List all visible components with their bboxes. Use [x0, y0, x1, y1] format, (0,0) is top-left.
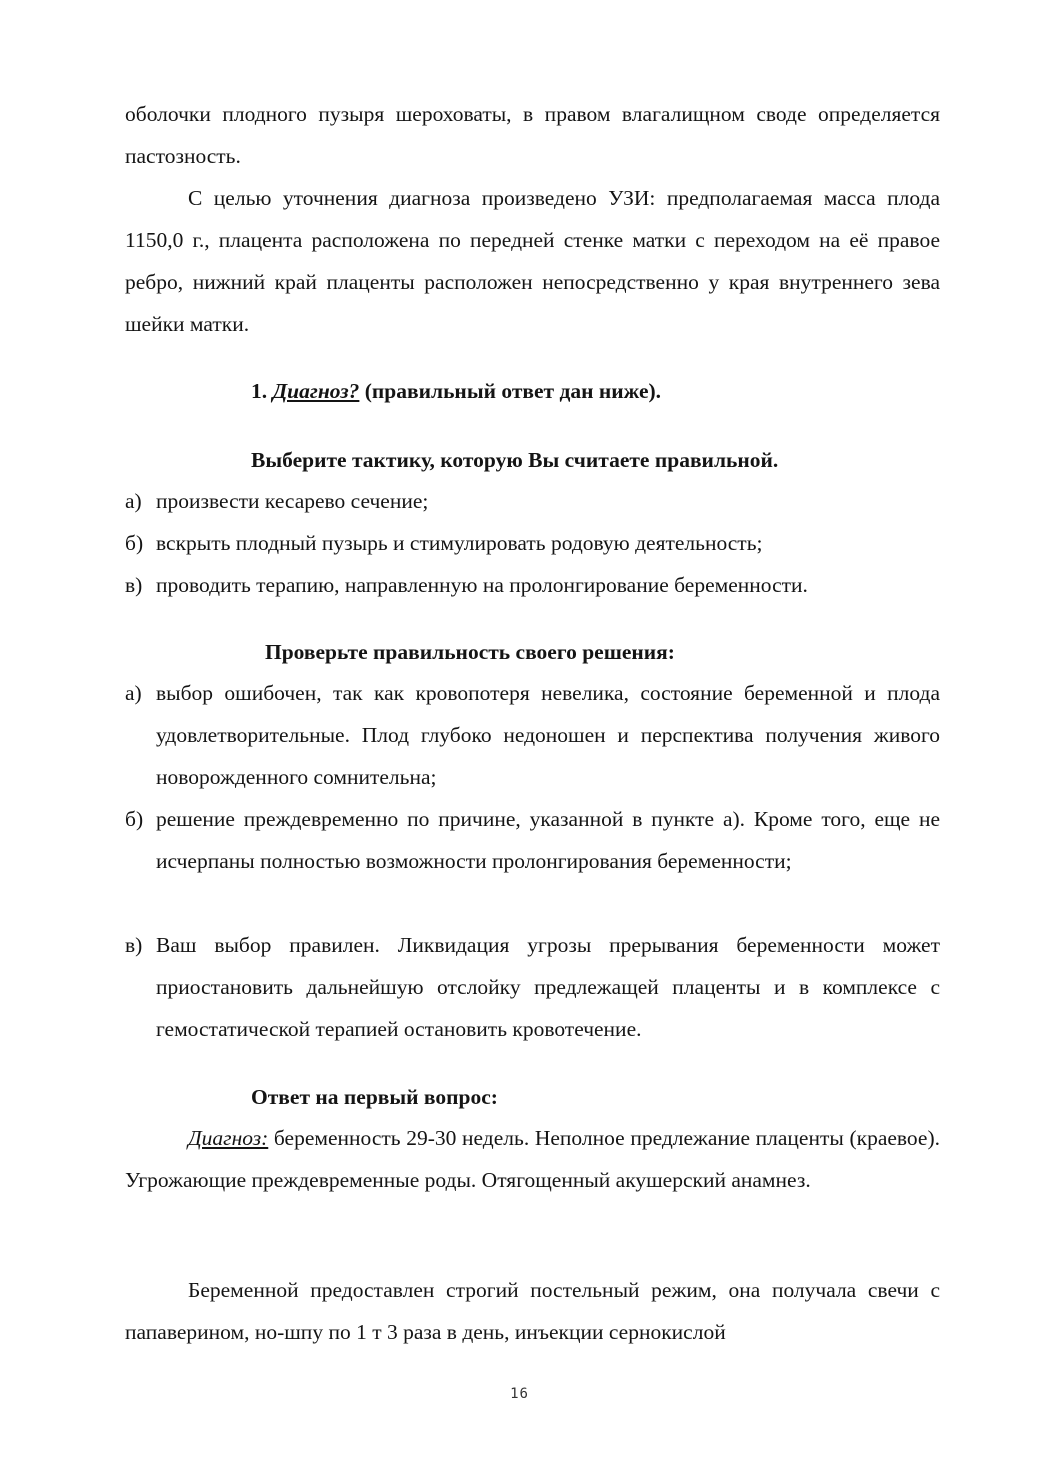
answer-heading: Ответ на первый вопрос: [251, 1085, 498, 1109]
tactics-item-b [125, 522, 940, 564]
item-letter: б) [125, 807, 144, 831]
check-item-a [125, 672, 940, 798]
answer-term: Диагноз: [188, 1126, 269, 1150]
item-text: проводить терапию, направленную на пролонгирование беременности. [156, 573, 808, 597]
item-letter: а) [125, 681, 142, 705]
answer-text: беременность 29-30 недель. Неполное предлежание плаценты (краевое). Угрожающие преждевременные роды. Отягощенный акушерский анамнез. [125, 1126, 940, 1192]
tactics-item-c [125, 564, 940, 606]
item-letter: а) [125, 489, 142, 513]
item-text: Ваш выбор правилен. Ликвидация угрозы прерывания беременности может приостановить дальнейшую отслойку предлежащей плаценты и в комплексе с гемостатической терапией остановить кровотечение. [156, 933, 940, 1041]
tactics-item-a [125, 480, 940, 522]
check-item-c [125, 924, 940, 1050]
answer-paragraph [125, 1117, 940, 1201]
question-term: Диагноз? [272, 379, 360, 403]
item-text: вскрыть плодный пузырь и стимулировать родовую деятельность; [156, 531, 763, 555]
item-text: решение преждевременно по причине, указанной в пункте а). Кроме того, еще не исчерпаны полностью возможности пролонгирования беременности; [156, 807, 940, 873]
paragraph-continuation: оболочки плодного пузыря шероховаты, в правом влагалищном своде определяется пастозность. [125, 102, 940, 168]
check-heading: Проверьте правильность своего решения: [265, 640, 675, 664]
question-number: 1. [251, 379, 268, 403]
item-text: произвести кесарево сечение; [156, 489, 429, 513]
page-number: 16 [510, 1386, 529, 1402]
paragraph-treatment: Беременной предоставлен строгий постельный режим, она получала свечи с папаверином, но-шпу по 1 т 3 раза в день, инъекции сернокислой [125, 1278, 940, 1344]
item-letter: б) [125, 531, 144, 555]
check-item-b [125, 798, 940, 882]
question-diagnosis-heading [251, 370, 661, 412]
paragraph-ultrasound: С целью уточнения диагноза произведено УЗИ: предполагаемая масса плода 1150,0 г., плацента расположена по передней стенке матки с переходом на её правое ребро, нижний край плаценты расположен непосредственно у края внутреннего зева шейки матки. [125, 186, 940, 336]
tactics-heading: Выберите тактику, которую Вы считаете правильной. [251, 448, 779, 472]
item-letter: в) [125, 933, 143, 957]
question-rest: (правильный ответ дан ниже). [364, 379, 662, 403]
item-text: выбор ошибочен, так как кровопотеря невелика, состояние беременной и плода удовлетворительные. Плод глубоко недоношен и перспектива получения живого новорожденного сомнительна; [156, 681, 940, 789]
item-letter: в) [125, 573, 143, 597]
